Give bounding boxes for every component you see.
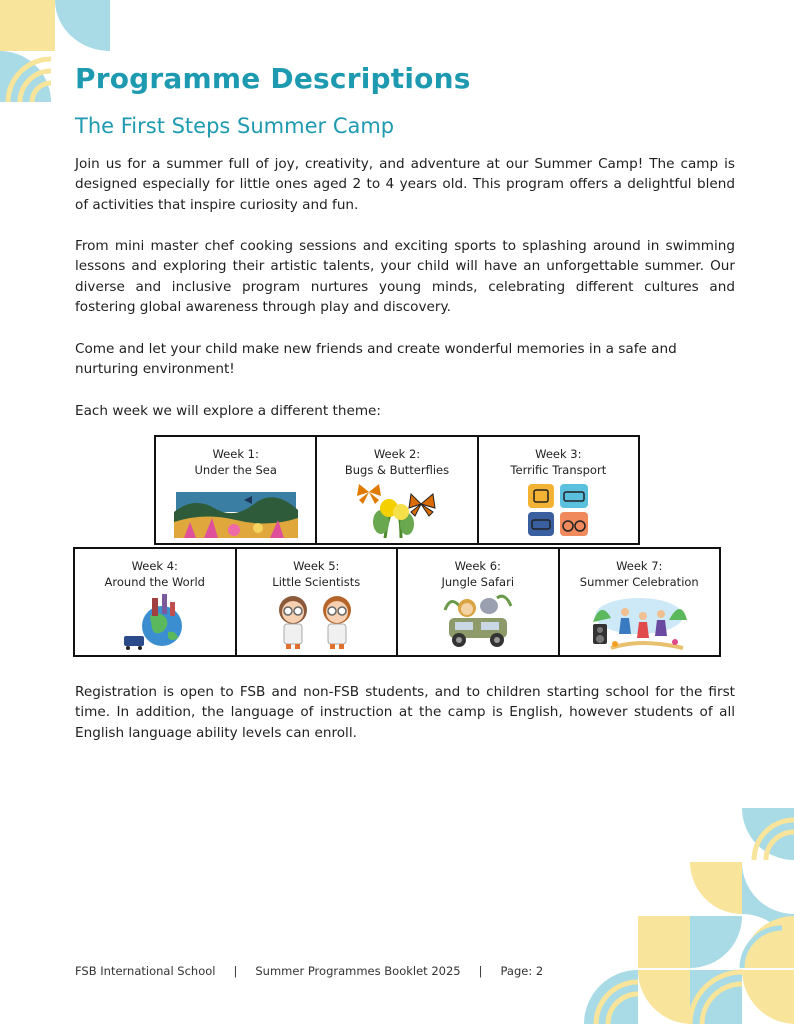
theme-cell-week-5 <box>235 547 399 657</box>
week-theme-name: Summer Celebration <box>579 575 699 589</box>
week-number: Week 6: <box>454 559 501 573</box>
scientists-illustration <box>271 590 361 650</box>
week-theme-name: Around the World <box>104 575 205 589</box>
themes-intro-paragraph: Each week we will explore a different theme: <box>75 403 382 419</box>
theme-cell-week-6 <box>396 547 560 657</box>
week-number: Week 7: <box>616 559 663 573</box>
footer-separator: | <box>478 964 483 978</box>
theme-cell-week-4 <box>73 547 237 657</box>
week-theme-name: Little Scientists <box>272 575 361 589</box>
page-footer <box>75 964 543 978</box>
theme-cell-week-1 <box>154 435 317 545</box>
week-number: Week 1: <box>212 447 259 461</box>
intro-paragraph: Join us for a summer full of joy, creativity, and adventure at our Summer Camp! The camp is designed especially for little ones aged 2 to 4 years old. This program offers a delightful blend of activities that inspire curiosity and fun. <box>75 156 735 213</box>
theme-cell-week-7 <box>558 547 722 657</box>
transport-illustration <box>526 482 590 538</box>
week-number: Week 2: <box>373 447 421 461</box>
themes-row-1 <box>154 435 640 545</box>
theme-cell-week-2 <box>315 435 478 545</box>
corner-decoration-bottom-right <box>584 808 794 1024</box>
registration-paragraph: Registration is open to FSB and non-FSB students, and to children starting school for the first time. In addition, the language of instruction at the camp is English, however students of all English language ability levels can enroll. <box>75 684 735 741</box>
globe-illustration <box>122 592 188 650</box>
week-theme-name: Under the Sea <box>194 463 277 477</box>
friends-paragraph: Come and let your child make new friends and create wonderful memories in a safe and nurturing environment! <box>75 341 677 378</box>
week-theme-name: Terrific Transport <box>510 463 607 477</box>
page-title: Programme Descriptions <box>75 62 471 95</box>
safari-jeep-illustration <box>441 590 515 650</box>
themes-row-2 <box>73 547 721 657</box>
celebration-illustration <box>587 594 691 650</box>
under-the-sea-illustration <box>174 486 298 538</box>
week-number: Week 3: <box>535 447 582 461</box>
footer-separator: | <box>233 964 238 978</box>
activities-paragraph: From mini master chef cooking sessions and exciting sports to splashing around in swimming lessons and exploring their artistic talents, your child will have an unforgettable summer. Our diverse and inclusive program nurtures young minds, celebrating different cultures and fostering global awareness through play and discovery. <box>75 238 735 316</box>
theme-cell-week-3 <box>477 435 640 545</box>
week-number: Week 4: <box>131 559 178 573</box>
footer-booklet-title: Summer Programmes Booklet 2025 <box>255 964 461 978</box>
week-theme-name: Jungle Safari <box>441 575 515 589</box>
section-subtitle: The First Steps Summer Camp <box>75 114 395 138</box>
footer-school-name: FSB International School <box>75 964 216 978</box>
week-number: Week 5: <box>293 559 340 573</box>
butterflies-illustration <box>355 482 439 538</box>
week-theme-name: Bugs & Butterflies <box>344 463 450 477</box>
footer-page-number: Page: 2 <box>500 964 544 978</box>
